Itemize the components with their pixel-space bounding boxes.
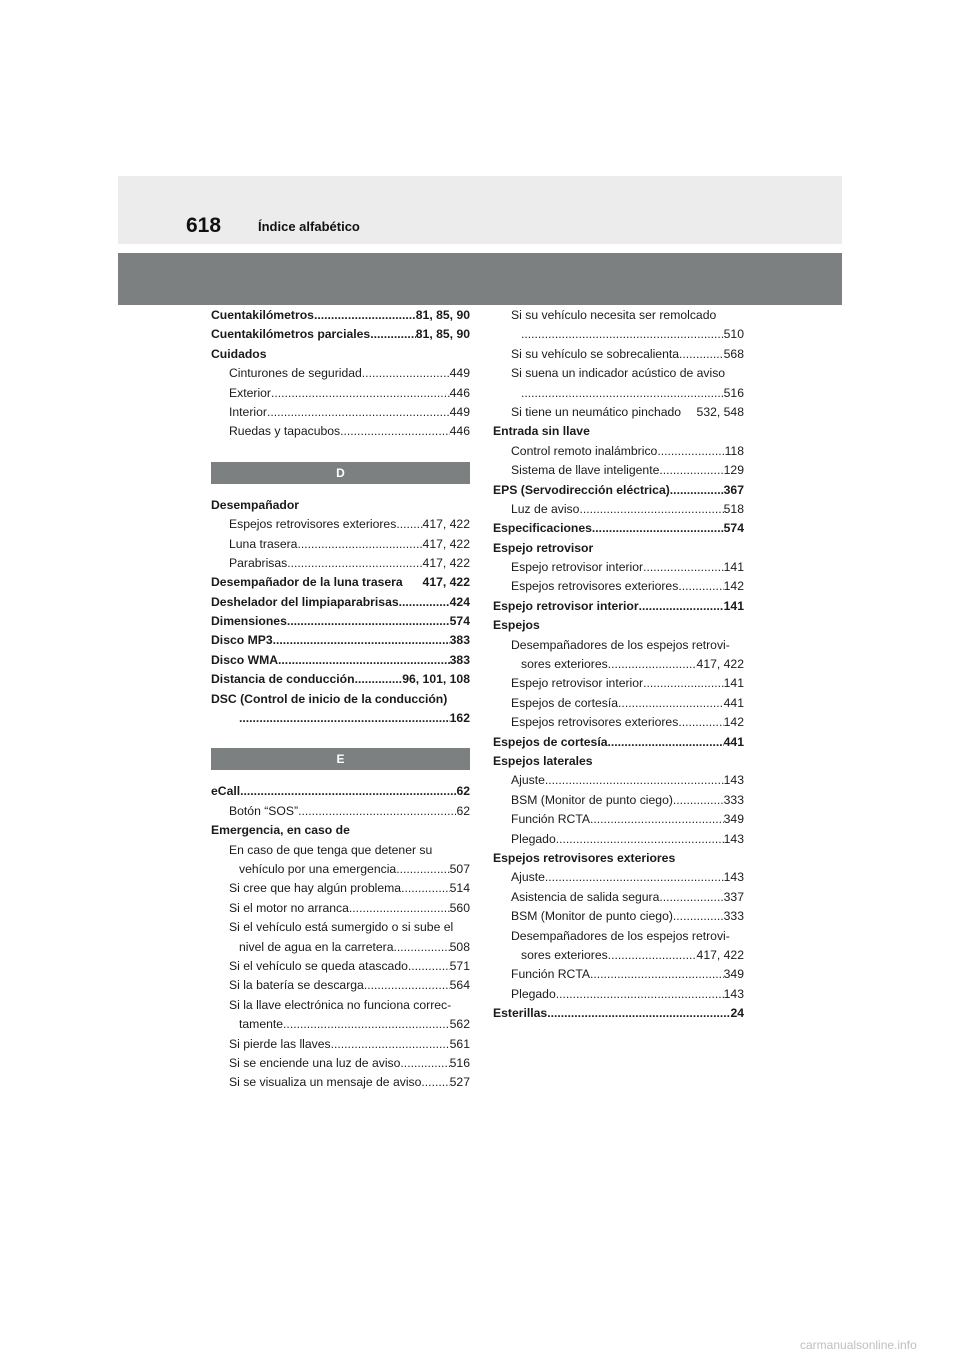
entry-page-ref: 446 <box>449 424 470 439</box>
entry-term: Espejos <box>493 618 540 633</box>
dot-leader <box>401 879 450 898</box>
index-entry <box>493 481 744 500</box>
index-entry <box>493 306 744 325</box>
entry-page-ref: 143 <box>723 986 744 1001</box>
index-entry <box>211 306 470 325</box>
entry-page-ref: 574 <box>723 521 744 536</box>
dot-leader <box>273 631 450 650</box>
entry-term: Espejos retrovisores exteriores <box>511 715 679 730</box>
index-entry <box>211 403 470 422</box>
entry-term: Esterillas <box>493 1006 548 1021</box>
dot-leader <box>679 345 724 364</box>
entry-term: BSM (Monitor de punto ciego) <box>511 909 673 924</box>
entry-page-ref: 141 <box>723 560 744 575</box>
dot-leader <box>400 1054 449 1073</box>
entry-term: Función RCTA <box>511 967 591 982</box>
entry-term: Luna trasera <box>229 536 298 551</box>
index-entry <box>493 791 744 810</box>
entry-term: eCall <box>211 784 241 799</box>
dot-leader <box>678 713 723 732</box>
index-entry <box>211 821 470 840</box>
index-entry <box>493 830 744 849</box>
entry-page-ref: 571 <box>449 958 470 973</box>
index-entry <box>211 860 470 879</box>
index-entry <box>493 325 744 344</box>
entry-page-ref: 417, 422 <box>696 947 744 962</box>
entry-page-ref: 561 <box>449 1036 470 1051</box>
dot-leader <box>314 306 416 325</box>
section-title: Índice alfabético <box>258 219 360 234</box>
entry-page-ref: 417, 422 <box>422 536 470 551</box>
dot-leader <box>421 1073 449 1092</box>
dot-leader <box>579 500 723 519</box>
entry-page-ref: 516 <box>723 385 744 400</box>
entry-page-ref: 118 <box>724 443 744 458</box>
index-entry <box>493 849 744 868</box>
entry-page-ref: 532, 548 <box>696 404 744 419</box>
dot-leader <box>670 481 724 500</box>
index-entry <box>493 985 744 1004</box>
index-entry <box>493 558 744 577</box>
dot-leader <box>590 965 724 984</box>
entry-page-ref: 24 <box>730 1006 744 1021</box>
entry-page-ref: 508 <box>449 939 470 954</box>
entry-page-ref: 441 <box>723 734 744 749</box>
entry-page-ref: 62 <box>456 784 470 799</box>
entry-term: Interior <box>229 404 267 419</box>
entry-term: nivel de agua en la carretera <box>239 939 394 954</box>
index-entry <box>493 771 744 790</box>
index-entry <box>493 655 744 674</box>
entry-term: Espejos de cortesía <box>493 734 608 749</box>
dot-leader <box>659 888 723 907</box>
index-entry <box>211 976 470 995</box>
entry-page-ref: 349 <box>723 967 744 982</box>
dot-leader <box>239 709 450 728</box>
header-dark-band <box>118 253 842 305</box>
dot-leader <box>673 791 724 810</box>
entry-page-ref: 527 <box>449 1075 470 1090</box>
entry-term: Espejos retrovisores exteriores <box>493 850 676 865</box>
index-entry <box>493 733 744 752</box>
dot-leader <box>396 860 449 879</box>
dot-leader <box>297 535 422 554</box>
entry-page-ref: 449 <box>449 366 470 381</box>
index-entry <box>211 593 470 612</box>
index-column-right <box>493 306 744 1023</box>
entry-term: Espejo retrovisor <box>493 540 594 555</box>
index-entry <box>493 636 744 655</box>
dot-leader <box>355 670 403 689</box>
dot-leader <box>287 554 422 573</box>
index-entry <box>211 899 470 918</box>
entry-term: Ajuste <box>511 773 545 788</box>
entry-term: sores exteriores <box>521 657 608 672</box>
entry-page-ref: 417, 422 <box>422 575 470 590</box>
index-entry <box>493 868 744 887</box>
index-entry <box>493 907 744 926</box>
dot-leader <box>681 403 696 422</box>
dot-leader <box>298 802 456 821</box>
dot-leader <box>545 771 724 790</box>
index-entry <box>211 1035 470 1054</box>
dot-leader <box>364 976 450 995</box>
index-entry <box>493 965 744 984</box>
entry-page-ref: 143 <box>723 831 744 846</box>
index-entry <box>493 888 744 907</box>
entry-term: Desempañadores de los espejos retrovi- <box>511 637 730 652</box>
index-entry <box>493 384 744 403</box>
entry-page-ref: 142 <box>723 715 744 730</box>
entry-page-ref: 333 <box>723 792 744 807</box>
entry-page-ref: 417, 422 <box>696 657 744 672</box>
dot-leader <box>657 442 724 461</box>
entry-term: DSC (Control de inicio de la conducción) <box>211 691 448 706</box>
entry-term: Sistema de llave inteligente <box>511 463 660 478</box>
entry-term: Plegado <box>511 986 556 1001</box>
index-entry <box>493 364 744 383</box>
letter-section-header: D <box>211 462 470 484</box>
entry-term: Desempañadores de los espejos retrovi- <box>511 928 730 943</box>
entry-page-ref: 349 <box>723 812 744 827</box>
entry-term: En caso de que tenga que detener su <box>229 842 433 857</box>
entry-term: Espejos de cortesía <box>511 695 619 710</box>
entry-term: Parabrisas <box>229 555 288 570</box>
header-band <box>118 176 842 244</box>
index-entry <box>493 810 744 829</box>
index-entry <box>493 946 744 965</box>
dot-leader <box>643 558 724 577</box>
entry-page-ref: 337 <box>723 889 744 904</box>
entry-term: Si cree que hay algún problema <box>229 881 402 896</box>
index-entry <box>493 616 744 635</box>
dot-leader <box>399 593 450 612</box>
dot-leader <box>639 597 724 616</box>
dot-leader <box>673 907 724 926</box>
entry-page-ref: 141 <box>723 676 744 691</box>
index-entry <box>493 500 744 519</box>
entry-term: Cuentakilómetros <box>211 308 314 322</box>
index-entry <box>493 403 744 422</box>
entry-page-ref: 81, 85, 90 <box>415 327 470 342</box>
entry-term: EPS (Servodirección eléctrica) <box>493 482 670 497</box>
dot-leader <box>271 384 450 403</box>
index-entry <box>493 694 744 713</box>
entry-page-ref: 81, 85, 90 <box>415 308 470 322</box>
index-entry <box>493 1004 744 1023</box>
index-entry <box>211 938 470 957</box>
entry-term: Si la llave electrónica no funciona correc- <box>229 997 452 1012</box>
entry-term: Ajuste <box>511 870 545 885</box>
index-entry <box>493 674 744 693</box>
index-entry <box>211 364 470 383</box>
index-entry <box>211 612 470 631</box>
entry-term: tamente <box>239 1017 284 1032</box>
index-entry <box>493 345 744 364</box>
index-entry <box>211 631 470 650</box>
index-entry <box>211 554 470 573</box>
entry-page-ref: 129 <box>723 463 744 478</box>
entry-page-ref: 518 <box>723 501 744 516</box>
entry-page-ref: 96, 101, 108 <box>402 672 470 687</box>
index-entry <box>493 539 744 558</box>
entry-term: Asistencia de salida segura <box>511 889 660 904</box>
entry-term: Dimensiones <box>211 614 287 629</box>
entry-term: Exterior <box>229 385 271 400</box>
dot-leader <box>590 810 724 829</box>
index-entry <box>211 709 470 728</box>
entry-term: Desempañador <box>211 497 300 512</box>
index-entry <box>211 325 470 344</box>
dot-leader <box>283 1015 450 1034</box>
entry-page-ref: 507 <box>449 861 470 876</box>
dot-leader <box>607 733 723 752</box>
entry-page-ref: 383 <box>449 633 470 648</box>
entry-page-ref: 424 <box>449 594 470 609</box>
entry-term: Distancia de conducción <box>211 672 355 687</box>
entry-page-ref: 449 <box>449 404 470 419</box>
dot-leader <box>393 938 449 957</box>
index-entry <box>211 841 470 860</box>
entry-page-ref: 564 <box>449 978 470 993</box>
entry-term: Ruedas y tapacubos <box>229 424 341 439</box>
letter-section-header: E <box>211 748 470 770</box>
entry-page-ref: 516 <box>449 1055 470 1070</box>
entry-page-ref: 367 <box>723 482 744 497</box>
entry-term: Si su vehículo necesita ser remolcado <box>511 308 717 322</box>
index-entry <box>211 651 470 670</box>
entry-term: Si se enciende una luz de aviso <box>229 1055 401 1070</box>
entry-term: Si la batería se descarga <box>229 978 364 993</box>
dot-leader <box>287 612 450 631</box>
entry-term: Si tiene un neumático pinchado <box>511 404 682 419</box>
index-entry <box>211 957 470 976</box>
entry-term: Especificaciones <box>493 521 592 536</box>
index-entry <box>211 690 470 709</box>
entry-term: Si el vehículo está sumergido o si sube el <box>229 920 454 935</box>
index-entry <box>211 1073 470 1092</box>
dot-leader <box>521 325 724 344</box>
index-entry <box>493 713 744 732</box>
dot-leader <box>408 957 450 976</box>
index-entry <box>493 519 744 538</box>
entry-term: Si el vehículo se queda atascado <box>229 958 408 973</box>
entry-page-ref: 510 <box>723 327 744 342</box>
index-entry <box>493 442 744 461</box>
index-entry <box>211 918 470 937</box>
entry-page-ref: 141 <box>723 598 744 613</box>
index-entry <box>211 1015 470 1034</box>
entry-term: Plegado <box>511 831 556 846</box>
dot-leader <box>608 655 697 674</box>
dot-leader <box>618 694 724 713</box>
index-entry <box>211 1054 470 1073</box>
dot-leader <box>547 1004 730 1023</box>
entry-page-ref: 143 <box>723 870 744 885</box>
dot-leader <box>643 674 724 693</box>
entry-term: Si se visualiza un mensaje de aviso <box>229 1075 422 1090</box>
dot-leader <box>362 364 450 383</box>
index-entry <box>493 422 744 441</box>
dot-leader <box>340 422 450 441</box>
index-column-left <box>211 306 470 1093</box>
entry-term: Si el motor no arranca <box>229 900 349 915</box>
entry-term: Disco MP3 <box>211 633 273 648</box>
entry-page-ref: 514 <box>449 881 470 896</box>
index-entry <box>211 496 470 515</box>
entry-term: Cuidados <box>211 346 267 361</box>
entry-term: Espejos laterales <box>493 753 593 768</box>
index-entry <box>211 782 470 801</box>
index-entry <box>493 752 744 771</box>
dot-leader <box>592 519 724 538</box>
index-entry <box>211 345 470 364</box>
dot-leader <box>556 985 724 1004</box>
entry-term: Espejos retrovisores exteriores <box>229 517 397 532</box>
dot-leader <box>659 461 723 480</box>
dot-leader <box>608 946 697 965</box>
dot-leader <box>240 782 456 801</box>
entry-term: Espejo retrovisor interior <box>511 560 644 575</box>
entry-page-ref: 562 <box>449 1017 470 1032</box>
index-entry <box>211 879 470 898</box>
dot-leader <box>403 573 423 592</box>
entry-page-ref: 574 <box>449 614 470 629</box>
index-entry <box>493 577 744 596</box>
entry-term: Cuentakilómetros parciales <box>211 327 371 342</box>
dot-leader <box>521 384 724 403</box>
entry-page-ref: 417, 422 <box>422 555 470 570</box>
entry-page-ref: 333 <box>723 909 744 924</box>
index-entry <box>211 384 470 403</box>
entry-term: Disco WMA <box>211 652 279 667</box>
dot-leader <box>396 515 422 534</box>
index-entry <box>493 597 744 616</box>
entry-page-ref: 142 <box>723 579 744 594</box>
entry-term: sores exteriores <box>521 947 608 962</box>
entry-page-ref: 62 <box>456 803 470 818</box>
page-number: 618 <box>186 214 222 237</box>
dot-leader <box>678 577 723 596</box>
watermark: carmanualsonline.info <box>800 1338 917 1352</box>
entry-term: Si pierde las llaves <box>229 1036 331 1051</box>
entry-term: Si su vehículo se sobrecalienta <box>511 346 680 361</box>
entry-term: Si suena un indicador acústico de aviso <box>511 366 726 381</box>
index-entry <box>211 573 470 592</box>
entry-term: Deshelador del limpiaparabrisas <box>211 594 399 609</box>
entry-page-ref: 383 <box>449 652 470 667</box>
entry-term: Botón “SOS” <box>229 803 299 818</box>
index-entry <box>493 927 744 946</box>
entry-term: Espejos retrovisores exteriores <box>511 579 679 594</box>
dot-leader <box>331 1035 450 1054</box>
entry-page-ref: 441 <box>723 695 744 710</box>
entry-term: Control remoto inalámbrico <box>511 443 658 458</box>
entry-term: Emergencia, en caso de <box>211 823 350 838</box>
entry-term: Función RCTA <box>511 812 591 827</box>
index-entry <box>211 535 470 554</box>
entry-page-ref: 417, 422 <box>422 517 470 532</box>
index-entry <box>211 422 470 441</box>
entry-term: vehículo por una emergencia <box>239 861 397 876</box>
index-entry <box>211 802 470 821</box>
entry-term: Espejo retrovisor interior <box>493 598 639 613</box>
index-entry <box>493 461 744 480</box>
dot-leader <box>556 830 724 849</box>
entry-page-ref: 143 <box>723 773 744 788</box>
dot-leader <box>370 325 416 344</box>
entry-term: Desempañador de la luna trasera <box>211 575 403 590</box>
entry-page-ref: 162 <box>449 711 470 726</box>
dot-leader <box>267 403 450 422</box>
index-entry <box>211 996 470 1015</box>
index-entry <box>211 515 470 534</box>
dot-leader <box>545 868 724 887</box>
entry-term: Luz de aviso <box>511 501 580 516</box>
entry-page-ref: 446 <box>449 385 470 400</box>
dot-leader <box>278 651 450 670</box>
entry-page-ref: 560 <box>449 900 470 915</box>
index-entry <box>211 670 470 689</box>
dot-leader <box>349 899 450 918</box>
entry-term: Entrada sin llave <box>493 424 590 439</box>
entry-term: Espejo retrovisor interior <box>511 676 644 691</box>
entry-page-ref: 568 <box>723 346 744 361</box>
entry-term: Cinturones de seguridad <box>229 366 362 381</box>
entry-term: BSM (Monitor de punto ciego) <box>511 792 673 807</box>
